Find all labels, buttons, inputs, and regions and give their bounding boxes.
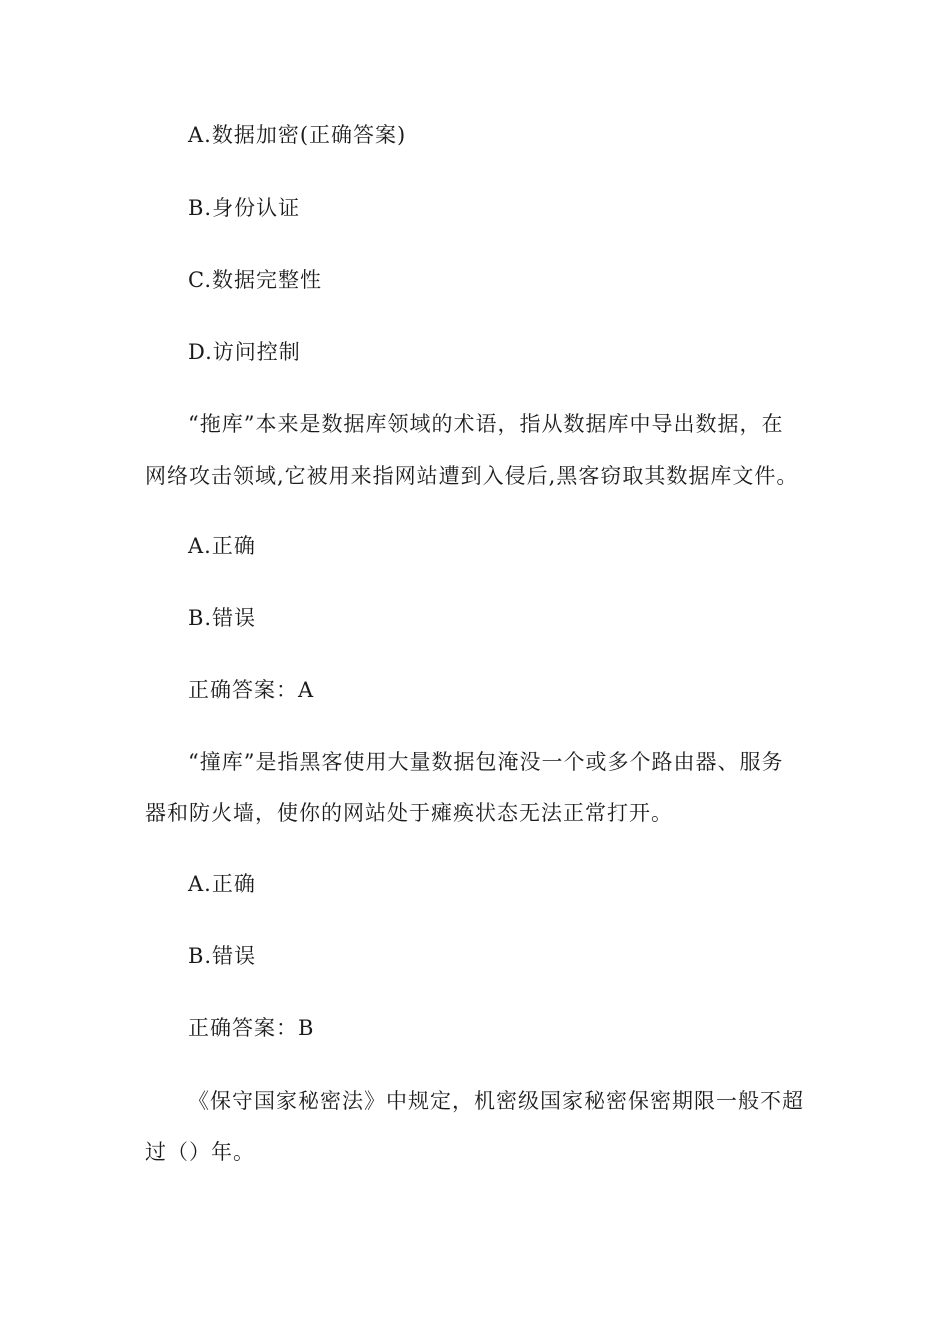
q1-option-d: D.访问控制	[188, 340, 301, 364]
q1-option-a: A.数据加密(正确答案)	[188, 123, 407, 147]
q2-option-b: B.错误	[188, 606, 257, 630]
q3-answer: 正确答案：B	[188, 1016, 315, 1040]
q3-stem-line2: 器和防火墙，使你的网站处于瘫痪状态无法正常打开。	[145, 801, 673, 825]
q3-stem-line1: “撞库”是指黑客使用大量数据包淹没一个或多个路由器、服务	[188, 750, 784, 774]
q2-option-a: A.正确	[188, 534, 256, 558]
q3-option-a: A.正确	[188, 872, 256, 896]
q4-stem-line1: 《保守国家秘密法》中规定，机密级国家秘密保密期限一般不超	[188, 1089, 804, 1113]
q2-stem-line1: “拖库”本来是数据库领域的术语，指从数据库中导出数据，在	[188, 412, 784, 436]
q3-option-b: B.错误	[188, 944, 257, 968]
q1-option-b: B.身份认证	[188, 196, 301, 220]
q4-stem-line2: 过（）年。	[145, 1140, 255, 1164]
q2-answer: 正确答案：A	[188, 678, 315, 702]
q2-stem-line2: 网络攻击领域,它被用来指网站遭到入侵后,黑客窃取其数据库文件。	[145, 464, 799, 488]
q1-option-c: C.数据完整性	[188, 268, 322, 292]
